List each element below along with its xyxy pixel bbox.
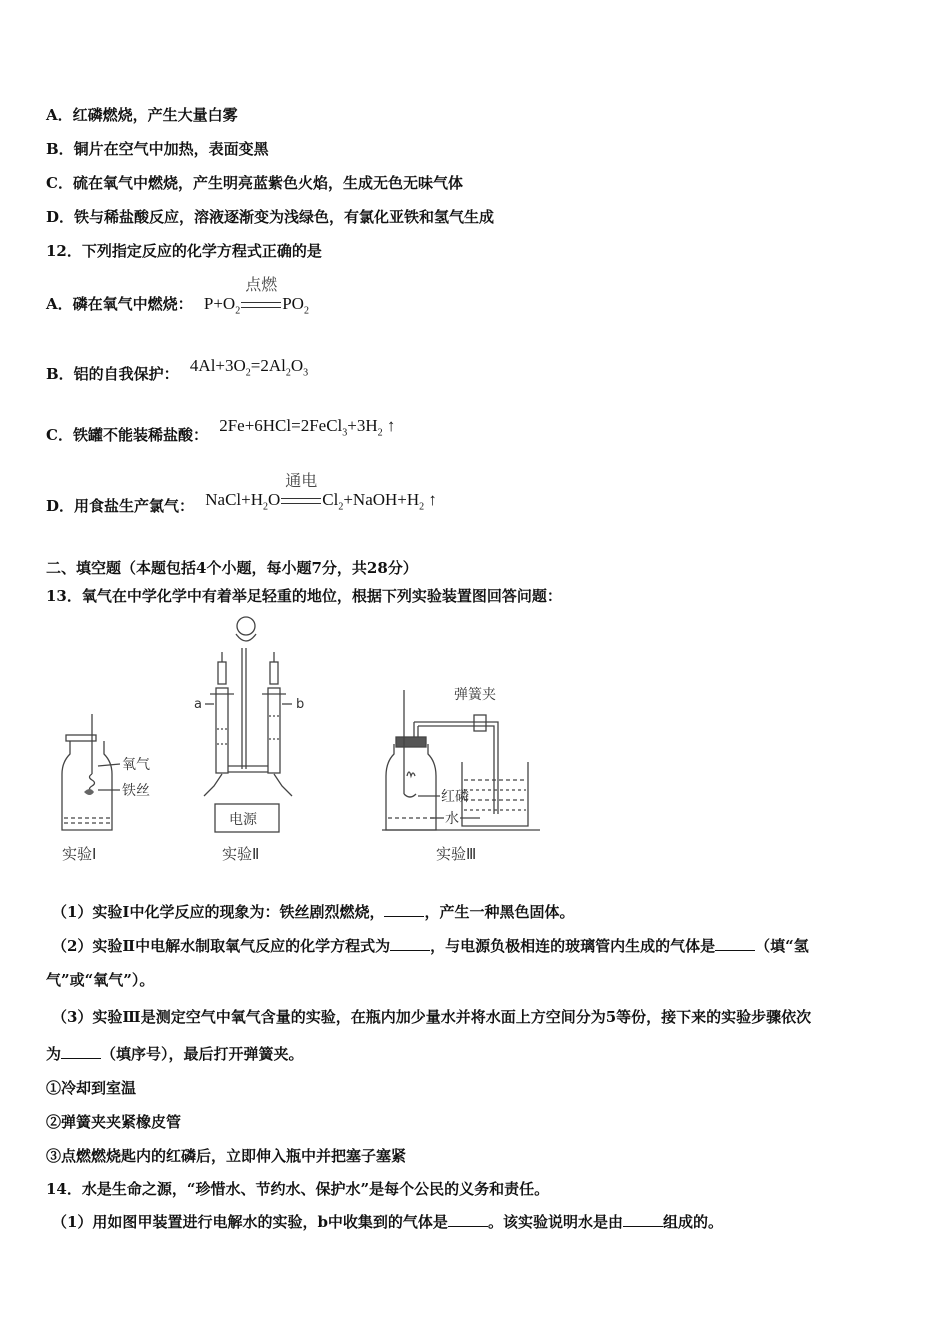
equation-d: $NaCl+H_2O$ 通电 $Cl_2+NaOH+H_2$ ↑ bbox=[205, 490, 437, 512]
q13-part-3-text-b: 为 bbox=[46, 1045, 62, 1063]
experiment-3-diagram bbox=[382, 687, 540, 863]
experiment-2-diagram bbox=[194, 617, 304, 863]
label-iron-wire: 铁丝 bbox=[122, 783, 150, 799]
condition-electrolysis: 通电 bbox=[285, 470, 318, 490]
q12-option-d-label: D．用食盐生产氯气： bbox=[46, 497, 195, 515]
q12-option-a bbox=[46, 274, 309, 317]
caption-experiment-2: 实验Ⅱ bbox=[222, 845, 260, 863]
q12-option-a-label: A．磷在氧气中燃烧： bbox=[46, 295, 193, 313]
label-tube-b: b bbox=[296, 697, 305, 712]
q14-part-1-text-b: 。该实验说明水是由 bbox=[487, 1213, 623, 1231]
condition-ignite: 点燃 bbox=[245, 274, 278, 294]
q14-part-1 bbox=[52, 1211, 723, 1232]
answer-blank[interactable] bbox=[390, 936, 430, 951]
q13-part-2-text-c: （填“氢 bbox=[755, 937, 809, 955]
q14-stem: 14．水是生命之源，“珍惜水、节约水、保护水”是每个公民的义务和责任。 bbox=[46, 1180, 550, 1198]
q13-part-2-text-a: （2）实验Ⅱ中电解水制取氧气反应的化学方程式为 bbox=[52, 937, 391, 955]
q11-option-a: A．红磷燃烧，产生大量白雾 bbox=[46, 106, 238, 124]
q13-part-2-cont: 气”或“氧气”）。 bbox=[46, 971, 155, 989]
label-spring-clamp: 弹簧夹 bbox=[454, 687, 496, 703]
equation-c: $2Fe+6HCl=2FeCl_3+3H_2$ ↑ bbox=[219, 415, 396, 439]
q12-option-c bbox=[46, 415, 396, 447]
q13-part-1-text-b: ，产生一种黑色固体。 bbox=[424, 903, 575, 921]
label-red-phosphorus: 红磷 bbox=[441, 789, 469, 805]
label-water: 水 bbox=[445, 811, 459, 827]
answer-blank[interactable] bbox=[623, 1212, 663, 1227]
q13-part-1-text-a: （1）实验Ⅰ中化学反应的现象为：铁丝剧烈燃烧， bbox=[52, 903, 385, 921]
label-tube-a: a bbox=[194, 697, 202, 712]
q13-part-2-text-b: ，与电源负极相连的玻璃管内生成的气体是 bbox=[430, 937, 716, 955]
q13-part-3-cont bbox=[46, 1043, 304, 1064]
q13-part-2 bbox=[52, 935, 809, 956]
equation-b: $4Al+3O_2=2Al_2O_3$ bbox=[189, 355, 309, 379]
q13-part-3: （3）实验Ⅲ是测定空气中氧气含量的实验，在瓶内加少量水并将水面上方空间分为5等份，接下来的实验步骤依次 bbox=[52, 1008, 812, 1026]
q13-stem: 13．氧气在中学化学中有着举足轻重的地位，根据下列实验装置图回答问题： bbox=[46, 587, 562, 605]
step-1: ①冷却到室温 bbox=[46, 1079, 137, 1097]
equation-a: $P+O_2$ 点燃 $PO_2$ bbox=[204, 294, 309, 316]
q12-option-b-label: B．铝的自我保护： bbox=[46, 365, 179, 383]
answer-blank[interactable] bbox=[715, 936, 755, 951]
caption-experiment-3: 实验Ⅲ bbox=[436, 845, 477, 863]
label-power-supply: 电源 bbox=[229, 812, 257, 828]
q13-part-3-text-c: （填序号），最后打开弹簧夹。 bbox=[101, 1045, 304, 1063]
q12-option-b bbox=[46, 355, 309, 386]
step-3: ③点燃燃烧匙内的红磷后，立即伸入瓶中并把塞子塞紧 bbox=[46, 1147, 407, 1165]
section-title: 二、填空题（本题包括4个小题，每小题7分，共28分） bbox=[46, 559, 418, 577]
experiment-1-diagram bbox=[62, 714, 150, 863]
q11-option-b: B．铜片在空气中加热，表面变黑 bbox=[46, 140, 269, 158]
q12-option-d bbox=[46, 470, 437, 518]
q12-stem: 12．下列指定反应的化学方程式正确的是 bbox=[46, 242, 322, 260]
q11-option-c: C．硫在氧气中燃烧，产生明亮蓝紫色火焰，生成无色无味气体 bbox=[46, 174, 463, 192]
caption-experiment-1: 实验Ⅰ bbox=[62, 845, 97, 863]
step-2: ②弹簧夹夹紧橡皮管 bbox=[46, 1113, 182, 1131]
q14-part-1-text-c: 组成的。 bbox=[662, 1213, 723, 1231]
q11-option-d: D．铁与稀盐酸反应，溶液逐渐变为浅绿色，有氯化亚铁和氢气生成 bbox=[46, 208, 495, 226]
q14-part-1-text-a: （1）用如图甲装置进行电解水的实验，b中收集到的气体是 bbox=[52, 1213, 448, 1231]
q13-part-1 bbox=[52, 901, 574, 922]
experiment-figures bbox=[0, 604, 950, 874]
answer-blank[interactable] bbox=[384, 902, 424, 917]
answer-blank[interactable] bbox=[448, 1212, 488, 1227]
label-oxygen: 氧气 bbox=[122, 757, 150, 773]
answer-blank[interactable] bbox=[61, 1044, 101, 1059]
q12-option-c-label: C．铁罐不能装稀盐酸： bbox=[46, 426, 208, 444]
